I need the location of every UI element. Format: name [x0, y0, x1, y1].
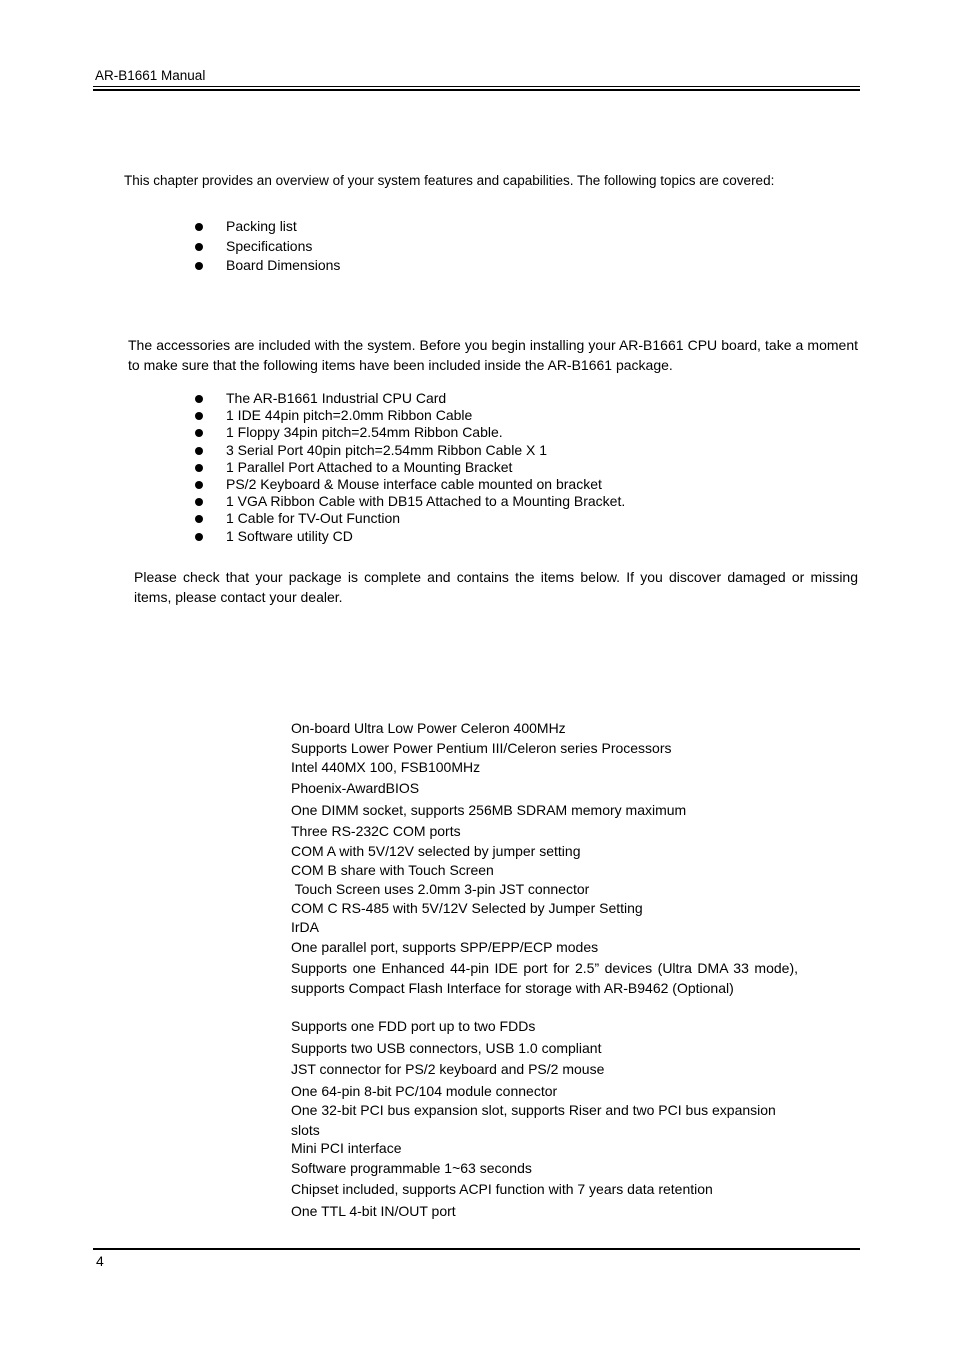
bullet-icon [195, 515, 203, 523]
list-item [193, 476, 625, 493]
list-item [193, 510, 625, 527]
list-item-label: Packing list [226, 218, 297, 234]
spec-usb: Supports two USB connectors, USB 1.0 compliant [291, 1040, 602, 1056]
spec-pci: One 32-bit PCI bus expansion slot, supports Riser and two PCI bus expansion slots [291, 1102, 776, 1138]
list-item-label: 1 Software utility CD [226, 527, 353, 544]
header-rule-thin [93, 86, 860, 87]
header-title: AR-B1661 Manual [95, 68, 206, 83]
spec-digital-io: One TTL 4-bit IN/OUT port [291, 1203, 456, 1219]
list-item [193, 459, 625, 476]
header-rule-thick [93, 89, 860, 91]
bullet-icon [195, 481, 203, 489]
bullet-icon [195, 223, 203, 231]
footer-rule [93, 1248, 860, 1250]
list-item [193, 424, 625, 441]
spec-processor-support: Supports Lower Power Pentium III/Celeron series Processors [291, 740, 672, 756]
list-item-label: PS/2 Keyboard & Mouse interface cable mounted on bracket [226, 475, 602, 492]
spec-bios: Phoenix-AwardBIOS [291, 780, 420, 796]
spec-com-c: COM C RS-485 with 5V/12V Selected by Jumper Setting [291, 900, 643, 916]
list-item-label: 1 Parallel Port Attached to a Mounting Bracket [226, 458, 513, 475]
list-item [193, 442, 625, 459]
bullet-icon [195, 429, 203, 437]
list-item [193, 237, 340, 257]
spec-fdd: Supports one FDD port up to two FDDs [291, 1018, 536, 1034]
list-item [193, 390, 625, 407]
spec-ps2: JST connector for PS/2 keyboard and PS/2 mouse [291, 1061, 605, 1077]
list-item-label: 1 IDE 44pin pitch=2.0mm Ribbon Cable [226, 407, 473, 424]
spec-mini-pci: Mini PCI interface [291, 1140, 402, 1156]
spec-com-b: COM B share with Touch Screen [291, 862, 494, 878]
list-item-label: 1 Floppy 34pin pitch=2.54mm Ribbon Cable. [226, 424, 503, 441]
bullet-icon [195, 498, 203, 506]
list-item [193, 256, 340, 276]
list-item-label: 1 VGA Ribbon Cable with DB15 Attached to a Mounting Bracket. [226, 493, 626, 510]
bullet-icon [195, 262, 203, 270]
list-item [193, 528, 625, 545]
spec-ide: Supports one Enhanced 44-pin IDE port for 2.5” devices (Ultra DMA 33 mode), supports Compact Flash Interface for storage with AR-B9462 (Optional) [291, 960, 798, 996]
bullet-icon [195, 243, 203, 251]
bullet-icon [195, 447, 203, 455]
bullet-icon [195, 395, 203, 403]
topics-list [193, 217, 340, 276]
list-item-label: The AR-B1661 Industrial CPU Card [226, 390, 447, 406]
spec-com-ports: Three RS-232C COM ports [291, 823, 461, 839]
list-item [193, 407, 625, 424]
spec-touch-screen: Touch Screen uses 2.0mm 3-pin JST connector [291, 881, 590, 897]
packing-list [193, 390, 625, 545]
spec-memory: One DIMM socket, supports 256MB SDRAM memory maximum [291, 802, 687, 818]
spec-com-a: COM A with 5V/12V selected by jumper setting [291, 843, 581, 859]
intro-paragraph: This chapter provides an overview of your system features and capabilities. The following topics are covered: [124, 173, 775, 188]
page-number: 4 [96, 1253, 104, 1269]
list-item-label: 1 Cable for TV-Out Function [226, 510, 401, 527]
bullet-icon [195, 533, 203, 541]
spec-watchdog: Software programmable 1~63 seconds [291, 1160, 532, 1176]
list-item [193, 217, 340, 237]
spec-parallel: One parallel port, supports SPP/EPP/ECP modes [291, 939, 599, 955]
bullet-icon [195, 412, 203, 420]
spec-pc104: One 64-pin 8-bit PC/104 module connector [291, 1083, 558, 1099]
spec-chipset: Intel 440MX 100, FSB100MHz [291, 759, 481, 775]
spec-irda: IrDA [291, 919, 319, 935]
check-paragraph: Please check that your package is complete and contains the items below. If you discover damaged or missing items, please contact your dealer. [134, 569, 858, 605]
bullet-icon [195, 464, 203, 472]
list-item-label: Specifications [226, 237, 313, 254]
list-item [193, 493, 625, 510]
accessories-paragraph: The accessories are included with the system. Before you begin installing your AR-B1661 CPU board, take a moment to make sure that the following items have been included inside the AR-B1661 package. [128, 337, 858, 373]
list-item-label: 3 Serial Port 40pin pitch=2.54mm Ribbon Cable X 1 [226, 441, 548, 458]
list-item-label: Board Dimensions [226, 257, 341, 273]
spec-cpu: On-board Ultra Low Power Celeron 400MHz [291, 720, 566, 736]
spec-rtc: Chipset included, supports ACPI function with 7 years data retention [291, 1181, 713, 1197]
